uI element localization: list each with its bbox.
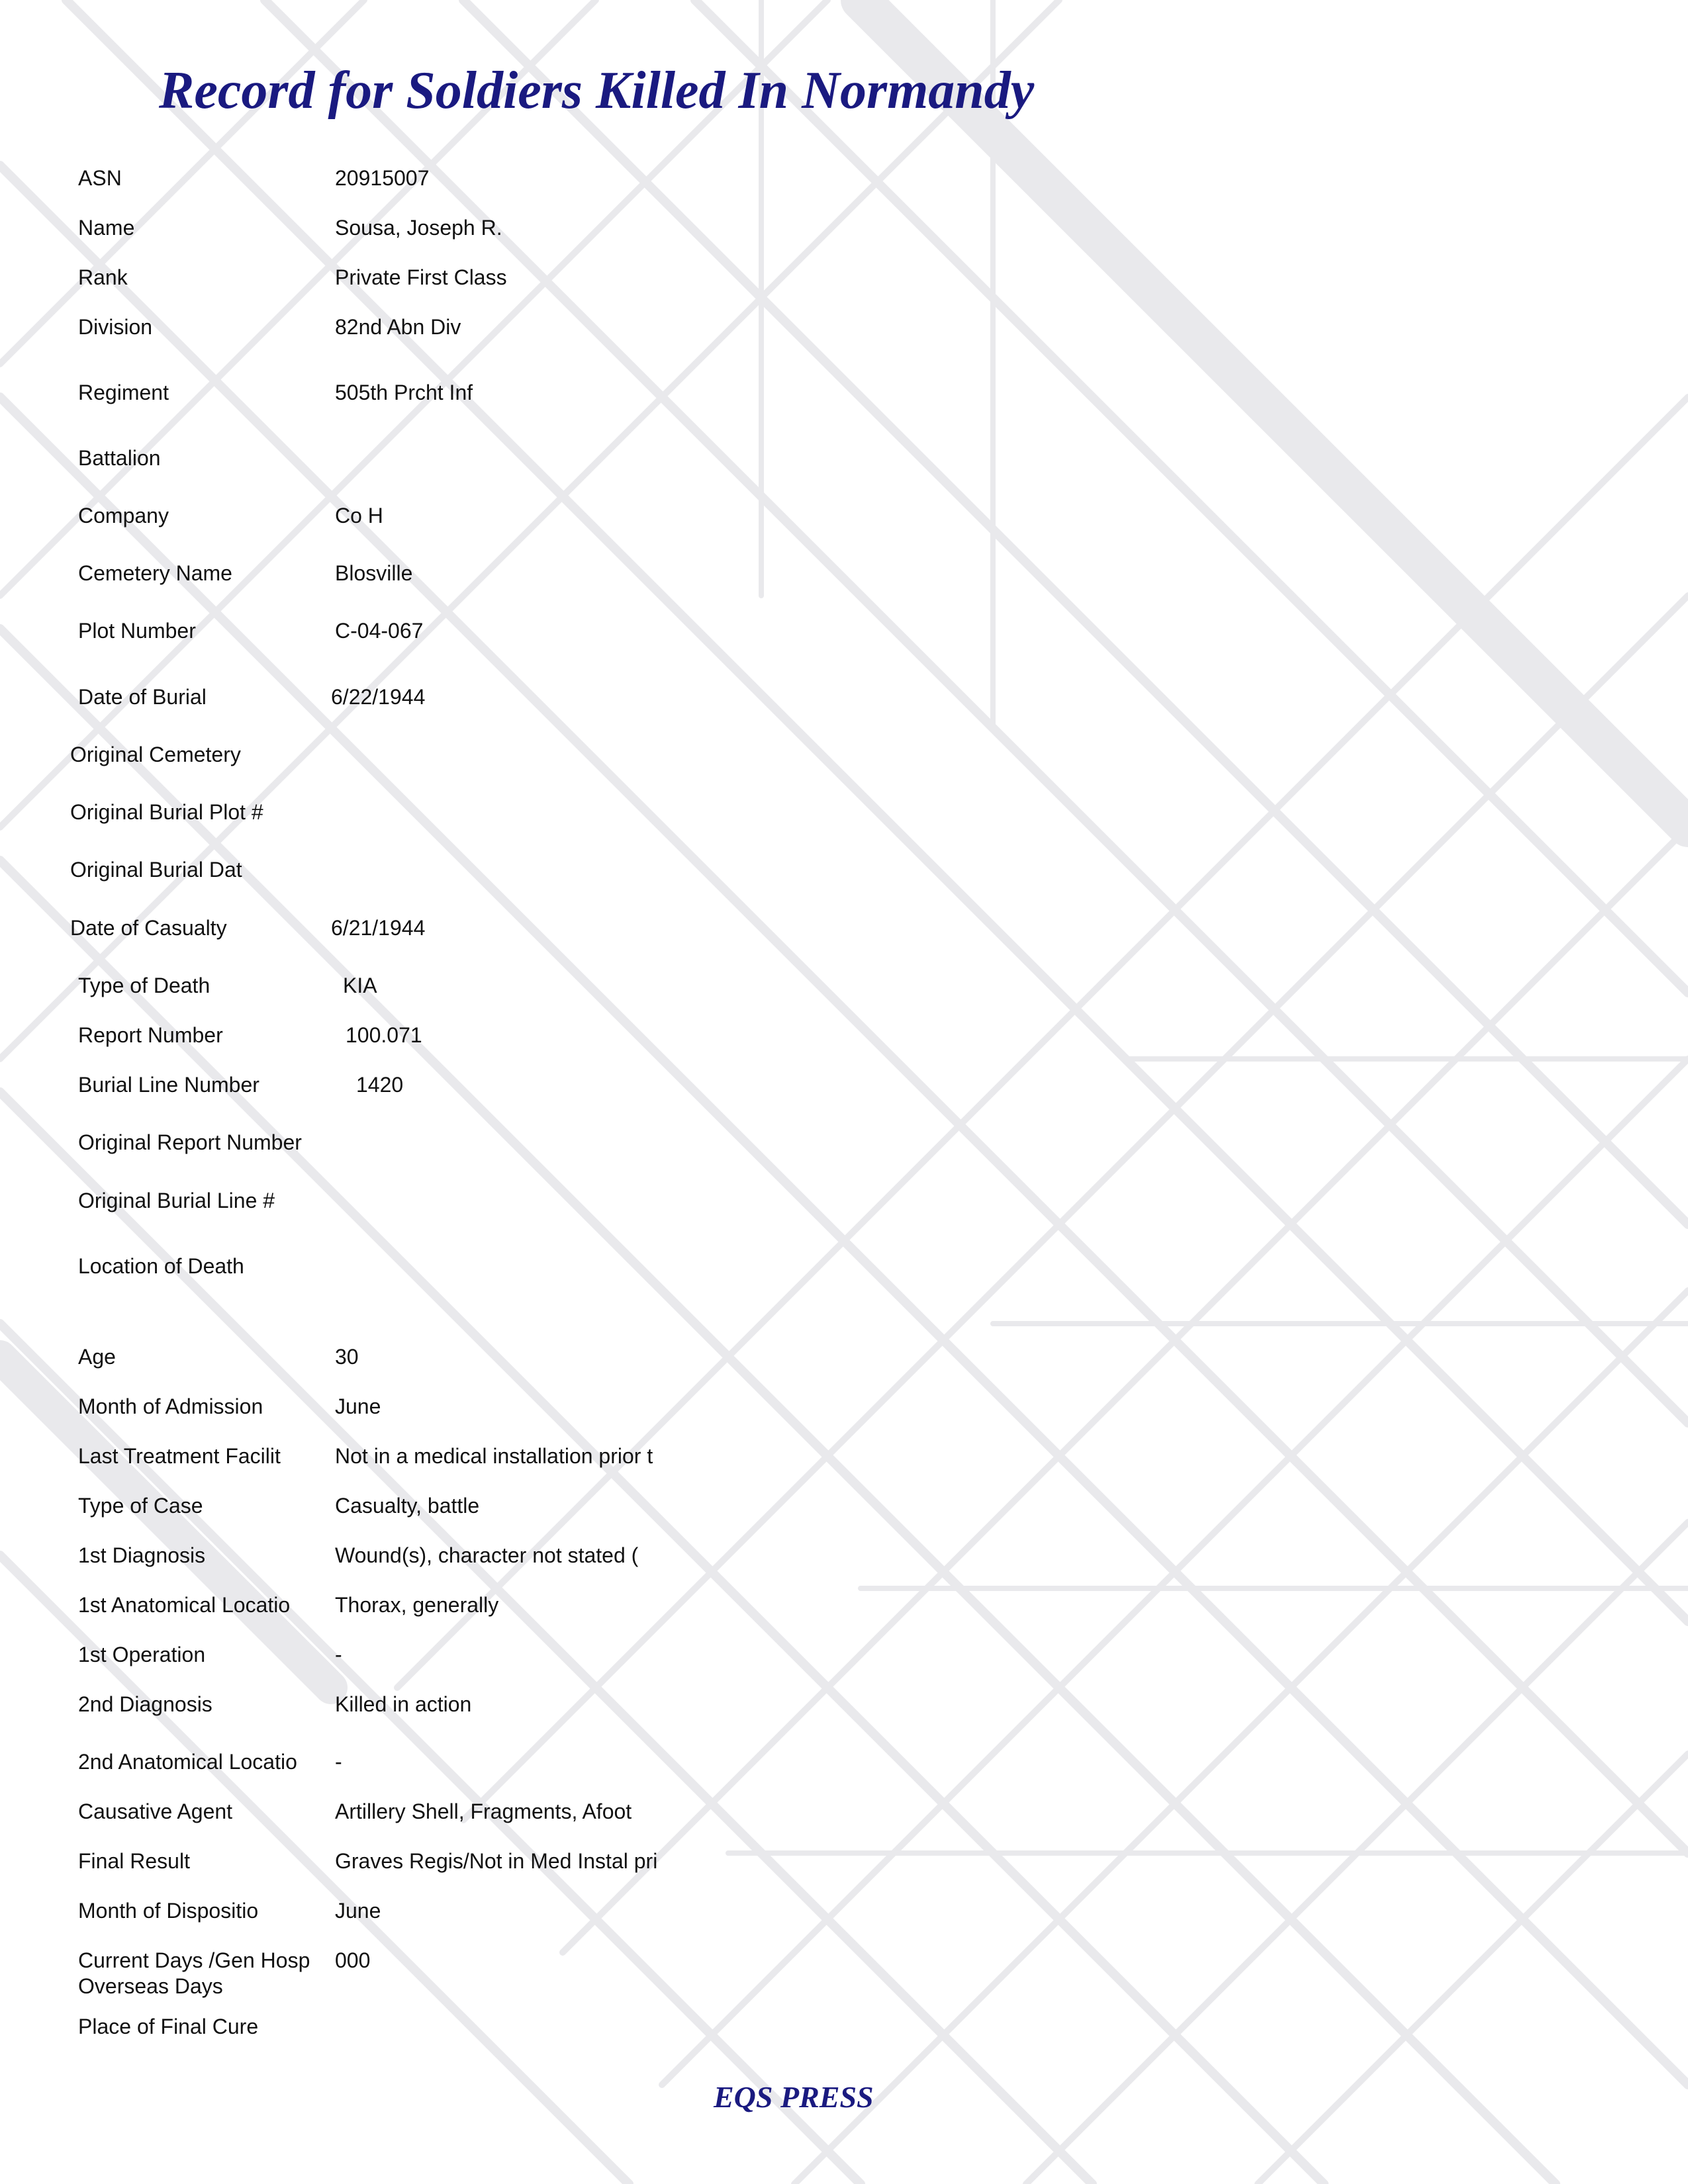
field-label: Month of Admission — [78, 1394, 263, 1418]
field-value: 82nd Abn Div — [335, 315, 461, 339]
field-label: ASN — [78, 166, 122, 190]
field-label: Name — [78, 216, 135, 240]
field-label: 2nd Diagnosis — [78, 1692, 212, 1716]
field-label: Battalion — [78, 446, 161, 470]
field-label: Cemetery Name — [78, 561, 232, 585]
field-value: - — [335, 1750, 342, 1774]
field-label: Original Cemetery — [70, 743, 241, 766]
field-value: Casualty, battle — [335, 1494, 480, 1518]
field-value: 30 — [335, 1345, 359, 1369]
field-label: Month of Dispositio — [78, 1899, 259, 1923]
field-label: Date of Casualty — [70, 916, 227, 940]
field-value: Graves Regis/Not in Med Instal pri — [335, 1849, 658, 1873]
field-label: Original Burial Plot # — [70, 800, 263, 824]
field-label: Location of Death — [78, 1254, 244, 1278]
field-value: 6/22/1944 — [331, 685, 426, 709]
field-label: 1st Anatomical Locatio — [78, 1593, 291, 1617]
field-value: Not in a medical installation prior t — [335, 1444, 653, 1468]
field-value: Thorax, generally — [335, 1593, 499, 1617]
field-label: Overseas Days — [78, 1974, 223, 1998]
page-title: Record for Soldiers Killed In Normandy — [159, 62, 1035, 120]
field-value: Artillery Shell, Fragments, Afoot — [335, 1799, 632, 1823]
field-value: 000 — [335, 1948, 371, 1972]
field-label: Company — [78, 504, 169, 527]
field-label: Type of Case — [78, 1494, 203, 1518]
field-value: Wound(s), character not stated ( — [335, 1543, 639, 1567]
field-label: Report Number — [78, 1023, 223, 1047]
field-label: 1st Operation — [78, 1643, 206, 1666]
field-value: 20915007 — [335, 166, 430, 190]
field-label: Burial Line Number — [78, 1073, 259, 1097]
field-label: Original Report Number — [78, 1130, 302, 1154]
field-value: 1420 — [356, 1073, 404, 1097]
field-value: 100.071 — [346, 1023, 422, 1047]
field-label: 2nd Anatomical Locatio — [78, 1750, 297, 1774]
field-value: Blosville — [335, 561, 413, 585]
field-label: Current Days /Gen Hosp — [78, 1948, 310, 1972]
field-label: 1st Diagnosis — [78, 1543, 206, 1567]
field-value: June — [335, 1899, 381, 1923]
field-value: - — [335, 1643, 342, 1666]
field-label: Last Treatment Facilit — [78, 1444, 281, 1468]
field-label: Causative Agent — [78, 1799, 233, 1823]
field-label: Final Result — [78, 1849, 190, 1873]
field-value: 6/21/1944 — [331, 916, 426, 940]
field-label: Division — [78, 315, 153, 339]
field-value: Killed in action — [335, 1692, 472, 1716]
field-label: Original Burial Dat — [70, 858, 242, 882]
field-label: Original Burial Line # — [78, 1189, 275, 1212]
footer-publisher: EQS PRESS — [714, 2080, 874, 2114]
field-value: C-04-067 — [335, 619, 424, 643]
field-value: Sousa, Joseph R. — [335, 216, 502, 240]
field-label: Date of Burial — [78, 685, 207, 709]
field-value: KIA — [343, 974, 377, 997]
field-label: Rank — [78, 265, 128, 289]
field-label: Place of Final Cure — [78, 2015, 259, 2038]
field-label: Age — [78, 1345, 116, 1369]
field-label: Type of Death — [78, 974, 211, 997]
field-value: 505th Prcht Inf — [335, 381, 473, 404]
field-value: Private First Class — [335, 265, 507, 289]
field-label: Regiment — [78, 381, 169, 404]
field-value: Co H — [335, 504, 383, 527]
field-value: June — [335, 1394, 381, 1418]
field-label: Plot Number — [78, 619, 196, 643]
